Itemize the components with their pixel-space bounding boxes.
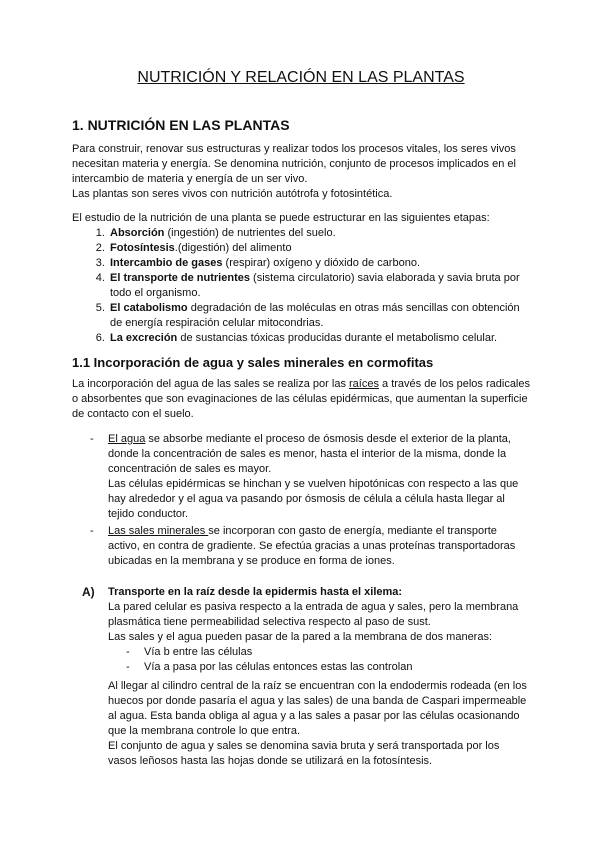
stages-list (72, 226, 530, 346)
paragraph: El conjunto de agua y sales se denomina savia bruta y será transportada por los vasos leñosos hasta las hojas donde se utilizará en la fotosíntesis. (108, 740, 500, 767)
subsection-a (72, 585, 530, 769)
list-item: 4. El transporte de nutrientes (sistema circulatorio) savia elaborada y savia bruta por todo el organismo. (108, 271, 530, 301)
paragraph-etapas-lead: El estudio de la nutrición de una planta se puede estructurar en las siguientes etapas: (72, 212, 490, 224)
section-heading-incorporacion: 1.1 Incorporación de agua y sales minerales en cormofitas (72, 355, 434, 370)
paragraph-intro: Para construir, renovar sus estructuras y realizar todos los procesos vitales, los seres vivos necesitan materia y energía. Se denomina nutrición, conjunto de procesos implicados en el intercambio de materia y energía de un ser vivo. (72, 143, 516, 185)
paragraph-incorporacion: La incorporación del agua de las sales se realiza por las raíces a través de los pelos radicales o absorbentes que son evaginaciones de las células epidérmicas, que aumentan la superficie de contacto con el suelo. (72, 378, 530, 420)
page-title: NUTRICIÓN Y RELACIÓN EN LAS PLANTAS (137, 69, 465, 86)
paragraph: Al llegar al cilindro central de la raíz se encuentran con la endodermis rodeada (en los huecos por donde pasaría el agua y las sales) de una banda de Caspari impermeable al agua. Esta banda obliga al agua y a las sales a pasar por las células ocasionando que la membrana controle lo que entra. (108, 680, 527, 737)
paragraph: La pared celular es pasiva respecto a la entrada de agua y sales, pero la membrana plasmática tiene permeabilidad selectiva respecto al paso de sust. (108, 601, 519, 628)
subsection-heading: Transporte en la raíz desde la epidermis hasta el xilema: (108, 586, 403, 598)
list-item-agua: - El agua se absorbe mediante el proceso de ósmosis desde el exterior de la planta, donde la concentración de sales es menor, hasta el interior de la misma, donde la concentración de sales es mayor. Las células epidérmicas se hinchan y se vuelven hipotónicas con respecto a las que hay alrededor y el agua va pasando por ósmosis de célula a célula hasta llegar al tejido conductor. (90, 433, 519, 520)
paragraph: Las sales y el agua pueden pasar de la pared a la membrana de dos maneras: (108, 631, 493, 643)
list-item: - Vía b entre las células (126, 646, 253, 658)
list-item-sales: - Las sales minerales se incorporan con gasto de energía, mediante el transporte activo, en contra de gradiente. Se efectúa gracias a unas proteínas transportadoras ubicadas en la membrana y se produce en forma de iones. (90, 525, 516, 567)
bullet-dash: - (90, 525, 94, 537)
list-item: 5. El catabolismo degradación de las moléculas en otras más sencillas con obtención de energía respiración celular mitocondrias. (108, 301, 530, 331)
bullet-list-agua-sales (72, 432, 530, 569)
list-item: 6. La excreción de sustancias tóxicas producidas durante el metabolismo celular. (108, 331, 530, 346)
list-item: 3. Intercambio de gases (respirar) oxígeno y dióxido de carbono. (108, 256, 530, 271)
list-item: 2. Fotosíntesis.(digestión) del alimento (108, 241, 530, 256)
ways-list (108, 645, 530, 675)
list-item: 1. Absorción (ingestión) de nutrientes del suelo. (108, 226, 530, 241)
subsection-letter: A) (82, 585, 95, 599)
paragraph-autotrofa: Las plantas son seres vivos con nutrición autótrofa y fotosintética. (72, 188, 393, 200)
list-item: - Vía a pasa por las células entonces estas las controlan (126, 661, 413, 673)
bullet-dash: - (90, 433, 94, 445)
section-heading-nutricion: 1. NUTRICIÓN EN LAS PLANTAS (72, 117, 290, 133)
